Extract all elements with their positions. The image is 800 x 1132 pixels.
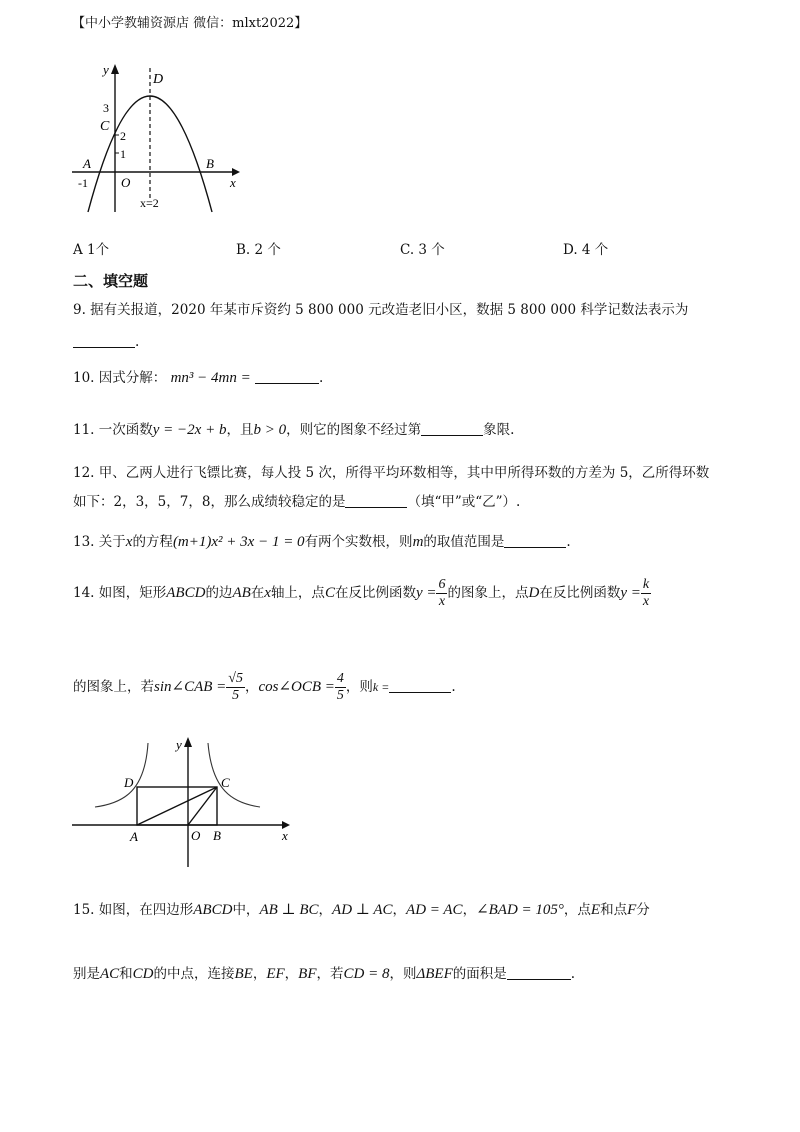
label-neg1: -1 — [78, 176, 88, 190]
point-b-label: B — [206, 156, 214, 171]
point-c-label: C — [100, 119, 110, 134]
q14-line1: 14. 如图，矩形ABCD的边AB在x轴上，点C在反比例函数y = $\frac{6}{x}$ 的图象上，点D在反比例函数y = $\frac{k}{x}$ — [73, 577, 650, 609]
label-3: 3 — [103, 101, 109, 115]
q10-expression: mn³ − 4mn = — [170, 370, 251, 386]
q15-line1: 15. 如图，在四边形ABCD中，AB ⊥ BC，AD ⊥ AC，AD = AC，∠BAD = 105°，点E和点F分 — [73, 902, 650, 918]
option-d: D. 4 个 — [563, 242, 609, 258]
fraction-6-over-x: $\frac{6}{x}$ — [438, 577, 446, 609]
origin-label: O — [121, 175, 131, 190]
q11-condition: b > 0 — [253, 422, 287, 438]
y-axis-label: y — [176, 737, 182, 752]
label-2: 2 — [120, 129, 126, 143]
fraction-k-over-x: $\frac{k}{x}$ — [642, 577, 650, 609]
section-title: 二、填空题 — [73, 272, 149, 290]
option-b: B. 2 个 — [236, 242, 281, 258]
right-hyperbola — [208, 743, 260, 807]
rectangle-hyperbola-figure — [70, 735, 300, 870]
y-axis-arrow — [184, 737, 192, 747]
page-header: 【中小学教辅资源店 微信：mlxt2022】 — [72, 16, 308, 31]
diagonal-ac — [137, 787, 217, 825]
answer-blank[interactable] — [507, 966, 571, 980]
option-a: A 1个 — [73, 242, 110, 258]
point-a-label: A — [83, 156, 91, 171]
y-axis-label: y — [103, 62, 109, 77]
q9-line2: . — [73, 332, 139, 352]
q14-line2: 的图象上，若sin∠CAB = $\frac{√5}{5}$ ，cos∠OCB = $\frac{4}{5}$ ，则k = . — [73, 671, 456, 703]
parabola-figure — [70, 60, 245, 220]
q12-line2: 如下：2，3，5，7，8，那么成绩较稳定的是 （填“甲”或“乙”）. — [73, 494, 521, 510]
point-a-label: A — [130, 829, 138, 844]
q11: 11. 一次函数y = −2x + b，且b > 0，则它的图象不经过第 象限. — [73, 422, 515, 438]
y-axis-arrow — [111, 64, 119, 74]
segment-oc — [188, 787, 217, 825]
q15-line2: 别是AC和CD的中点，连接BE，EF，BF，若CD = 8，则ΔBEF的面积是 . — [73, 966, 576, 982]
label-1: 1 — [120, 147, 126, 161]
answer-blank[interactable] — [73, 334, 135, 348]
point-d-label: D — [124, 775, 134, 790]
answer-blank[interactable] — [504, 534, 566, 548]
point-c-label: C — [221, 775, 230, 790]
q13-equation: (m+1)x² + 3x − 1 = 0 — [172, 534, 305, 550]
answer-blank[interactable] — [255, 370, 319, 384]
q11-function: y = −2x + b — [152, 422, 227, 438]
option-c: C. 3 个 — [400, 242, 445, 258]
origin-label: O — [191, 828, 201, 843]
x-axis-label: x — [282, 828, 288, 843]
q10: 10. 因式分解： mn³ − 4mn = . — [73, 370, 324, 386]
fraction-4-over-5: $\frac{4}{5}$ — [336, 671, 344, 703]
q9-line1: 9. 据有关报道，2020 年某市斥资约 5 800 000 元改造老旧小区，数据 5 800 000 科学记数法表示为 — [73, 302, 689, 318]
symmetry-label: x=2 — [140, 196, 159, 210]
fraction-root5-over-5: $\frac{√5}{5}$ — [228, 671, 243, 703]
q12-line1: 12. 甲、乙两人进行飞镖比赛，每人投 5 次，所得平均环数相等，其中甲所得环数的方差为 5，乙所得环数 — [73, 465, 710, 481]
answer-blank[interactable] — [389, 679, 451, 693]
q13: 13. 关于x的方程(m+1)x² + 3x − 1 = 0有两个实数根，则m的取值范围是 . — [73, 534, 571, 550]
answer-blank[interactable] — [421, 422, 483, 436]
answer-blank[interactable] — [345, 494, 407, 508]
point-d-label: D — [153, 72, 164, 87]
x-axis-label: x — [230, 175, 236, 190]
left-hyperbola — [95, 743, 148, 807]
point-b-label: B — [213, 828, 221, 843]
